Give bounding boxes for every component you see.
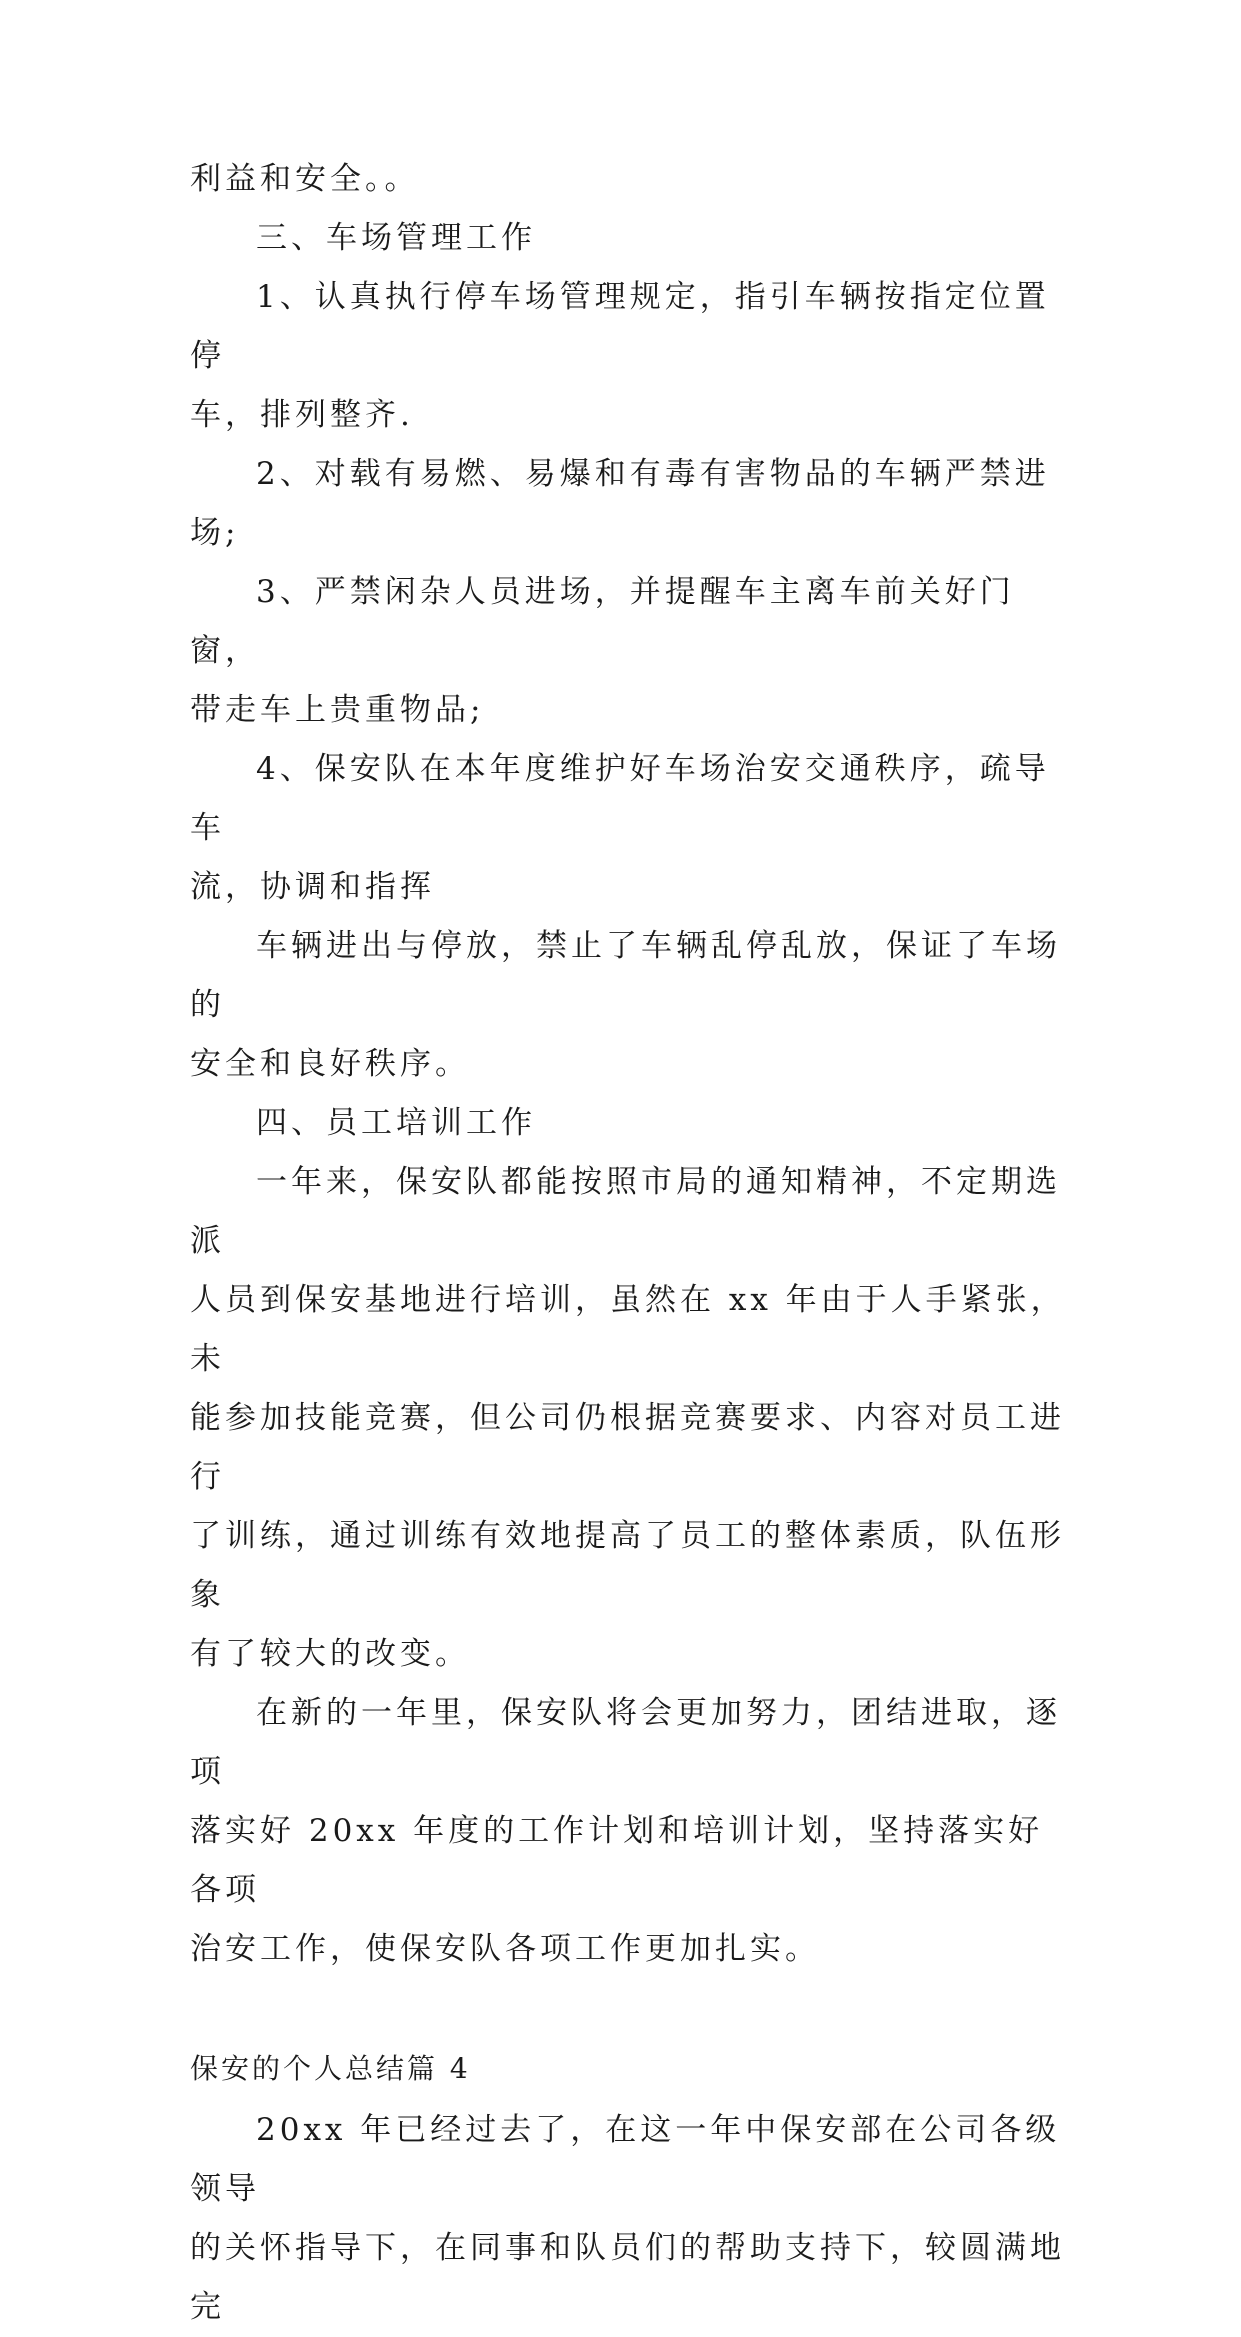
text-line: 在新的一年里，保安队将会更加努力，团结进取，逐项 [190, 1695, 1061, 1790]
text-line: 20xx 年已经过去了，在这一年中保安部在公司各级领导 [190, 2112, 1061, 2207]
section-title: 保安的个人总结篇 4 [190, 2052, 471, 2085]
text-line: 带走车上贵重物品; [190, 692, 485, 728]
text-line: 治安工作，使保安队各项工作更加扎实。 [190, 1931, 820, 1967]
text-line: 了训练，通过训练有效地提高了员工的整体素质，队伍形象 [190, 1518, 1065, 1613]
paragraph [190, 563, 1070, 740]
text-line: 3、严禁闲杂人员进场，并提醒车主离车前关好门窗， [190, 574, 1015, 669]
text-line: 人员到保安基地进行培训，虽然在 xx 年由于人手紧张，未 [190, 1282, 1066, 1377]
text-line: 有了较大的改变。 [190, 1636, 470, 1672]
text-line: 四、员工培训工作 [256, 1105, 536, 1141]
paragraph [190, 2101, 1070, 2337]
section-heading-parking [190, 209, 1070, 268]
text-line: 的关怀指导下，在同事和队员们的帮助支持下，较圆满地完 [190, 2230, 1065, 2325]
text-line: 4、保安队在本年度维护好车场治安交通秩序，疏导车 [190, 751, 1050, 846]
document-body [190, 150, 1070, 2337]
paragraph [190, 1153, 1070, 1684]
text-line: 落实好 20xx 年度的工作计划和培训计划，坚持落实好各项 [190, 1813, 1044, 1908]
paragraph [190, 740, 1070, 917]
text-line: 流，协调和指挥 [190, 869, 435, 905]
text-line: 2、对载有易燃、易爆和有毒有害物品的车辆严禁进场; [190, 456, 1050, 551]
text-line: 车，排列整齐. [190, 397, 414, 433]
text-line: 安全和良好秩序。 [190, 1046, 470, 1082]
section-heading-training [190, 1094, 1070, 1153]
paragraph [190, 150, 1070, 209]
text-line: 1、认真执行停车场管理规定，指引车辆按指定位置停 [190, 279, 1050, 374]
paragraph [190, 445, 1070, 563]
paragraph [190, 1684, 1070, 1979]
text-line: 能参加技能竞赛，但公司仍根据竞赛要求、内容对员工进行 [190, 1400, 1065, 1495]
text-line: 利益和安全。。 [190, 161, 420, 197]
paragraph [190, 268, 1070, 445]
paragraph [190, 917, 1070, 1094]
text-line: 车辆进出与停放，禁止了车辆乱停乱放，保证了车场的 [190, 928, 1061, 1023]
text-line: 一年来，保安队都能按照市局的通知精神，不定期选派 [190, 1164, 1061, 1259]
text-line: 三、车场管理工作 [256, 220, 536, 256]
